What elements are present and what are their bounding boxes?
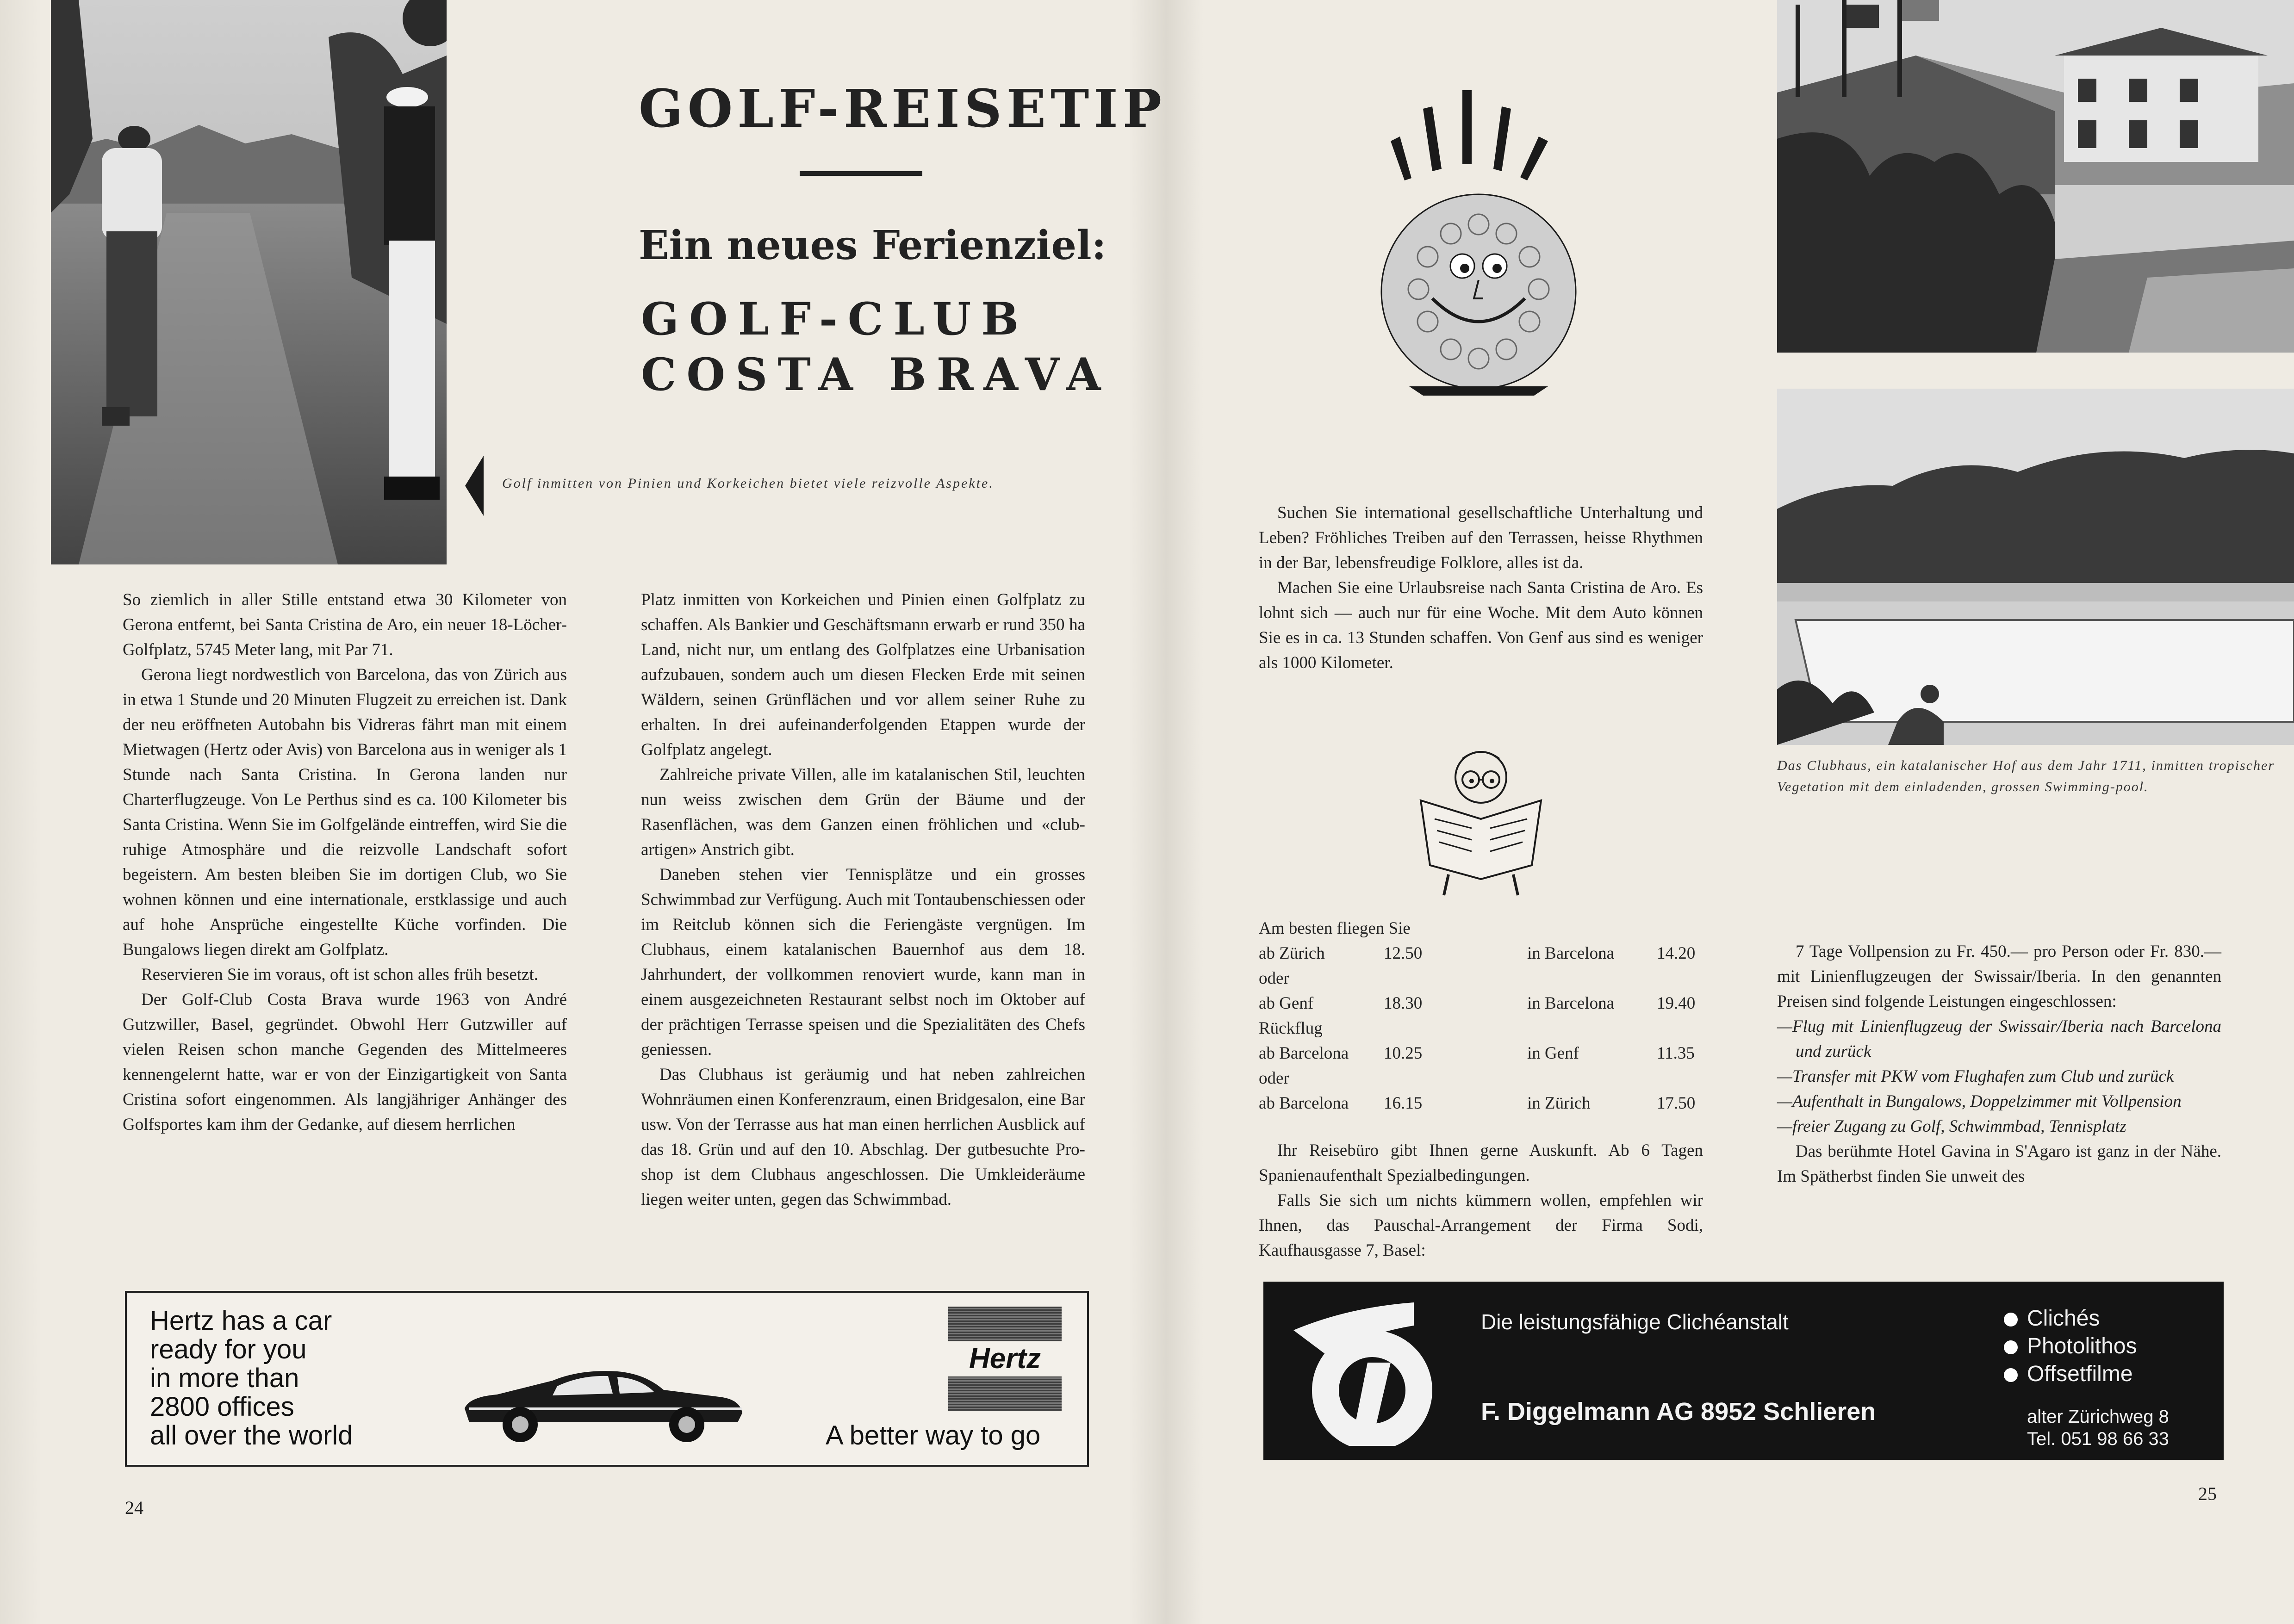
paragraph: Das Clubhaus ist geräumig und hat neben zahlreichen Wohnräumen einen Konferenzraum, einen Bridgesalon, eine Bar usw. Von der Terrasse aus hat man einen herrlichen Ausblick auf das 18. Grün und auf den 10. Abschlag. Der gutbesuchte Pro-shop ist dem Clubhaus angeschlossen. Die Umkleideräume liegen weiter unten, gegen das Schwimmbad.	[641, 1065, 1085, 1209]
flight-arrival: 11.35	[1657, 1044, 1695, 1063]
diggelmann-address: alter Zürichweg 8	[2027, 1407, 2169, 1427]
paragraph: Der Golf-Club Costa Brava wurde 1963 von André Gutzwiller, Basel, gegründet. Obwohl Herr Gutzwiller auf vielen Reisen schon manche Gegenden des Mittelmeeres kennengelernt hatte, war er von der Einzigartigkeit von Santa Cristina sofort eingenommen. Als langjähriger Anhänger des Golfsportes kam ihm der Gedanke, auf diesem herrlichen	[123, 990, 567, 1134]
hertz-ad-text	[150, 1307, 353, 1450]
flight-to: in Genf	[1527, 1044, 1579, 1063]
headline-rule	[800, 171, 922, 176]
hertz-logo-text: Hertz	[969, 1343, 1041, 1375]
package-item: —Transfer mit PKW vom Flughafen zum Club und zurück	[1777, 1067, 2174, 1086]
paragraph: Ihr Reisebüro gibt Ihnen gerne Auskunft. Ab 6 Tagen Spanienaufenthalt Spezialbedingungen.	[1259, 1141, 1703, 1185]
flight-departure: 12.50	[1384, 944, 1423, 963]
package-column	[1777, 939, 2221, 1189]
paragraph: 7 Tage Vollpension zu Fr. 450.— pro Person oder Fr. 830.— mit Linienflugzeugen der Swissair/Iberia. In den genannten Preisen sind folgende Leistungen eingeschlossen:	[1777, 942, 2221, 1011]
flight-from: ab Genf	[1259, 994, 1314, 1013]
club-title-line2: COSTA BRAVA	[641, 348, 1111, 401]
subheadline: Ein neues Ferienziel:	[639, 222, 1107, 269]
bullet-icon	[2004, 1313, 2018, 1326]
hertz-advertisement	[125, 1291, 1089, 1467]
flight-from: ab Barcelona	[1259, 1044, 1349, 1063]
hertz-ad-line: Hertz has a car	[150, 1306, 332, 1336]
caption-arrow-icon	[465, 456, 484, 516]
flight-departure: 18.30	[1384, 994, 1423, 1013]
flight-to: in Barcelona	[1527, 944, 1614, 963]
service-item: Offsetfilme	[2004, 1360, 2137, 1388]
hertz-ad-line: 2800 offices	[150, 1392, 294, 1422]
paragraph: Das berühmte Hotel Gavina in S'Agaro ist ganz in der Nähe. Im Spätherbst finden Sie unweit des	[1777, 1142, 2221, 1186]
service-item: Clichés	[2004, 1305, 2137, 1333]
text-column-1	[123, 588, 567, 1137]
package-item: —freier Zugang zu Golf, Schwimmbad, Tennisplatz	[1777, 1117, 2126, 1136]
paragraph: Gerona liegt nordwestlich von Barcelona, das von Zürich aus in etwa 1 Stunde und 20 Minuten Flugzeit zu erreichen ist. Dank der neu eröffneten Autobahn bis Vidreras fährt man mit einem Mietwagen (Hertz oder Avis) von Barcelona aus in weniger als 1 Stunde nach Santa Cristina. In Gerona landen nur Charterflugzeuge. Von Le Perthus sind es ca. 100 Kilometer bis Santa Cristina. Wenn Sie im Golfgelände eintreffen, wird Sie die ruhige Atmosphäre und die reizvolle Landschaft sofort begeistern. Am besten bleiben Sie im dortigen Club, wo Sie wohnen können und eine internationale, erstklassige und auch auf hohe Ansprüche eingestellte Küche vorfinden. Die Bungalows liegen direkt am Golfplatz.	[123, 665, 567, 959]
hertz-ad-line: ready for you	[150, 1334, 307, 1364]
car-illustration	[460, 1353, 747, 1445]
club-title-line1: GOLF-CLUB	[641, 293, 1029, 345]
diggelmann-tagline: Die leistungsfähige Clichéanstalt	[1481, 1310, 1789, 1334]
flight-arrival: 19.40	[1657, 994, 1696, 1013]
photo-caption: Golf inmitten von Pinien und Korkeichen bietet viele reizvolle Aspekte.	[502, 476, 994, 491]
flight-row	[1259, 1091, 1722, 1116]
clubhouse-terrace-photo	[1777, 0, 2294, 353]
service-item: Photolithos	[2004, 1333, 2137, 1360]
paragraph: Suchen Sie international gesellschaftliche Unterhaltung und Leben? Fröhliches Treiben auf den Terrassen, heisse Rhythmen in der Bar, lebensfreudige Folklore, alles ist da.	[1259, 503, 1703, 572]
page-number-left: 24	[125, 1497, 143, 1518]
flight-from: ab Zürich	[1259, 944, 1325, 963]
paragraph: Zahlreiche private Villen, alle im katalanischen Stil, leuchten nun weiss zwischen dem Grün der Bäume und der Rasenflächen, was dem Ganzen einen fröhlichen und «club-artigen» Anstrich gibt.	[641, 765, 1085, 859]
intro-column	[1259, 501, 1703, 676]
diggelmann-company: F. Diggelmann AG 8952 Schlieren	[1481, 1398, 1876, 1426]
paragraph: Falls Sie sich um nichts kümmern wollen, empfehlen wir Ihnen, das Pauschal-Arrangement der Firma Sodi, Kaufhausgasse 7, Basel:	[1259, 1191, 1703, 1260]
hertz-slogan: A better way to go	[826, 1420, 1041, 1450]
newspaper-reader-illustration	[1411, 740, 1550, 898]
headline: GOLF-REISETIP	[639, 79, 1166, 139]
flight-row	[1259, 991, 1722, 1016]
clubhouse-photo-caption: Das Clubhaus, ein katalanischer Hof aus dem Jahr 1711, inmitten tropischer Vegetation mit dem einladenden, grossen Swimming-pool.	[1777, 758, 2275, 794]
flight-from: ab Barcelona	[1259, 1094, 1349, 1113]
right-page	[1166, 0, 2294, 1624]
diggelmann-phone: Tel. 051 98 66 33	[2027, 1429, 2169, 1449]
text-column-2	[641, 588, 1085, 1212]
flight-row	[1259, 1041, 1722, 1066]
flight-separator: oder	[1259, 969, 1289, 988]
flight-to: in Zürich	[1527, 1094, 1591, 1113]
page-number-right: 25	[2198, 1483, 2217, 1504]
hertz-logo	[948, 1307, 1062, 1411]
booking-column	[1259, 1138, 1703, 1263]
diggelmann-services	[2004, 1305, 2137, 1388]
flight-schedule-heading: Am besten fliegen Sie	[1259, 919, 1411, 938]
flight-departure: 10.25	[1384, 1044, 1423, 1063]
golf-ball-illustration	[1372, 81, 1604, 405]
paragraph: Machen Sie eine Urlaubsreise nach Santa Cristina de Aro. Es lohnt sich — auch nur für eine Woche. Mit dem Auto können Sie es in ca. 13 Stunden schaffen. Von Genf aus sind es weniger als 1000 Kilometer.	[1259, 578, 1703, 672]
swimming-pool-photo	[1777, 389, 2294, 745]
flight-to: in Barcelona	[1527, 994, 1614, 1013]
bullet-icon	[2004, 1368, 2018, 1382]
package-item: —Aufenthalt in Bungalows, Doppelzimmer mit Vollpension	[1777, 1092, 2182, 1111]
diggelmann-advertisement	[1263, 1282, 2224, 1460]
hertz-ad-line: all over the world	[150, 1420, 353, 1450]
flight-departure: 16.15	[1384, 1094, 1423, 1113]
hertz-ad-line: in more than	[150, 1363, 299, 1393]
paragraph: Reservieren Sie im voraus, oft ist schon alles früh besetzt.	[141, 965, 538, 984]
flight-arrival: 17.50	[1657, 1094, 1696, 1113]
flight-schedule	[1259, 916, 1722, 1116]
paragraph: Daneben stehen vier Tennisplätze und ein grosses Schwimmbad zur Verfügung. Auch mit Tontaubenschiessen oder im Reitclub können sich die Feriengäste vergnügen. Im Clubhaus, einem katalanischen Bauernhof aus dem 18. Jahrhundert, der vollkommen renoviert wurde, kann man in einem ausgezeichneten Restaurant selbst noch im Oktober auf der prächtigen Terrasse speisen und die Spezialitäten des Chefs geniessen.	[641, 865, 1085, 1059]
flight-separator: oder	[1259, 1069, 1289, 1088]
package-item: —Flug mit Linienflugzeug der Swissair/Iberia nach Barcelona und zurück	[1777, 1017, 2221, 1061]
bullet-icon	[2004, 1340, 2018, 1354]
flight-arrival: 14.20	[1657, 944, 1696, 963]
paragraph: Platz inmitten von Korkeichen und Pinien einen Golfplatz zu schaffen. Als Bankier und Geschäftsmann erwarb er rund 350 ha Land, nicht nur, um entlang des Golfplatzes eine Urbanisation aufzubauen, sondern auch um diesen Flecken Erde mit seinen Wäldern, seinen Grünflächen und vor allem seiner Ruhe zu erhalten. In drei aufeinanderfolgenden Etappen wurde der Golfplatz angelegt.	[641, 590, 1085, 759]
flight-separator: Rückflug	[1259, 1019, 1323, 1038]
paragraph: So ziemlich in aller Stille entstand etwa 30 Kilometer von Gerona entfernt, bei Santa Cristina de Aro, ein neuer 18-Löcher-Golfplatz, 5745 Meter lang, mit Par 71.	[123, 590, 567, 659]
golf-course-photo	[51, 0, 447, 564]
diggelmann-logo-icon	[1275, 1293, 1451, 1446]
flight-row	[1259, 941, 1722, 966]
